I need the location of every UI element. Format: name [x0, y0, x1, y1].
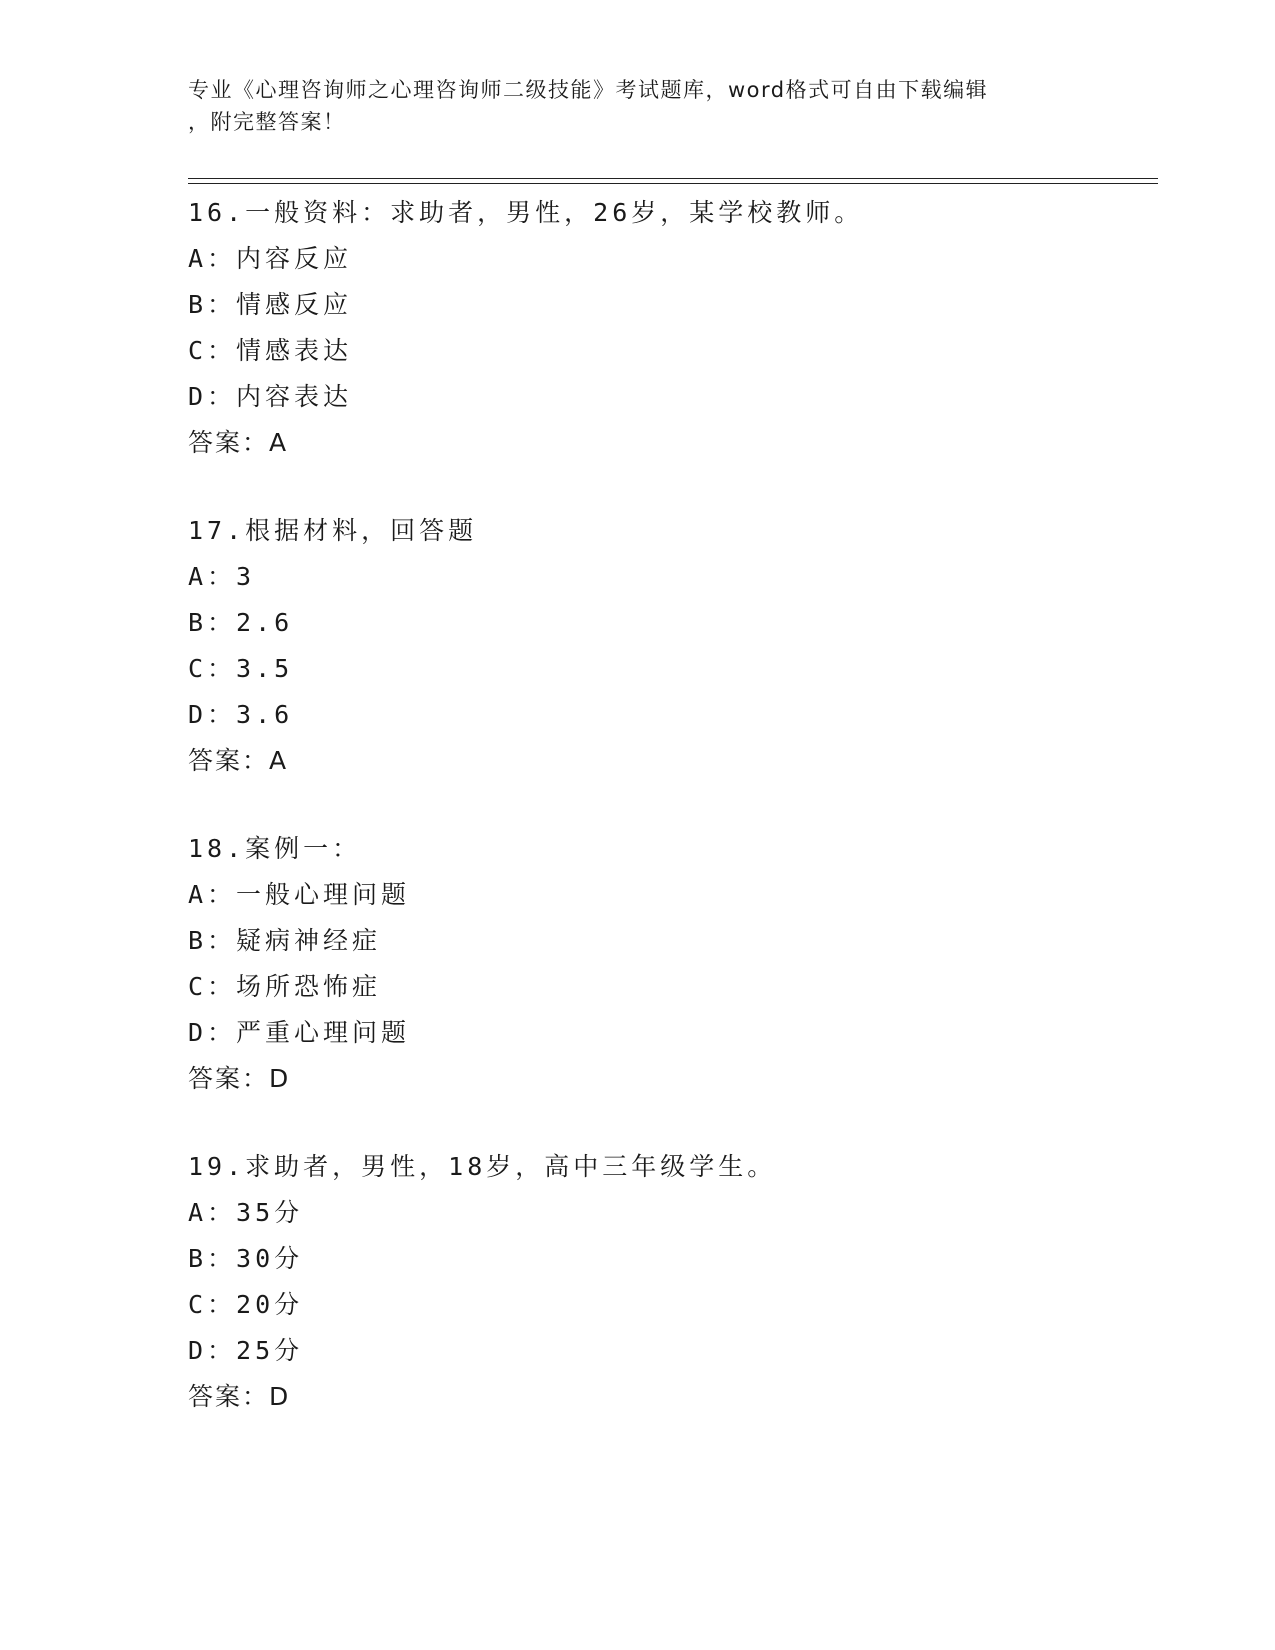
- question-list: [188, 190, 1168, 1462]
- option-d: D：严重心理问题: [188, 1018, 411, 1047]
- option-c: C：情感表达: [188, 336, 353, 365]
- option-a: A：内容反应: [188, 244, 353, 273]
- answer: 答案：A: [188, 428, 289, 457]
- question-19: [188, 1144, 1168, 1420]
- document-header: 专业《心理咨询师之心理咨询师二级技能》考试题库，word格式可自由下载编辑 ，附完整答案！: [188, 78, 989, 134]
- option-b: B：30分: [188, 1244, 304, 1273]
- question-17: [188, 508, 1168, 784]
- option-a: A：35分: [188, 1198, 304, 1227]
- option-d: D：内容表达: [188, 382, 353, 411]
- option-d: D：25分: [188, 1336, 304, 1365]
- option-b: B：2.6: [188, 608, 294, 637]
- option-b: B：疑病神经症: [188, 926, 382, 955]
- option-a: A：3: [188, 562, 256, 591]
- question-stem: 16.一般资料：求助者，男性，26岁，某学校教师。: [188, 198, 864, 227]
- header-divider-top: [188, 178, 1158, 179]
- option-c: C：3.5: [188, 654, 294, 683]
- option-d: D：3.6: [188, 700, 294, 729]
- option-a: A：一般心理问题: [188, 880, 411, 909]
- option-c: C：20分: [188, 1290, 304, 1319]
- header-divider-bottom: [188, 183, 1158, 184]
- question-16: [188, 190, 1168, 466]
- answer: 答案：D: [188, 1064, 291, 1093]
- answer: 答案：D: [188, 1382, 291, 1411]
- answer: 答案：A: [188, 746, 289, 775]
- question-stem: 17.根据材料，回答题: [188, 516, 478, 545]
- question-stem: 19.求助者，男性，18岁，高中三年级学生。: [188, 1152, 777, 1181]
- option-b: B：情感反应: [188, 290, 353, 319]
- option-c: C：场所恐怖症: [188, 972, 382, 1001]
- question-stem: 18.案例一：: [188, 834, 362, 863]
- question-18: [188, 826, 1168, 1102]
